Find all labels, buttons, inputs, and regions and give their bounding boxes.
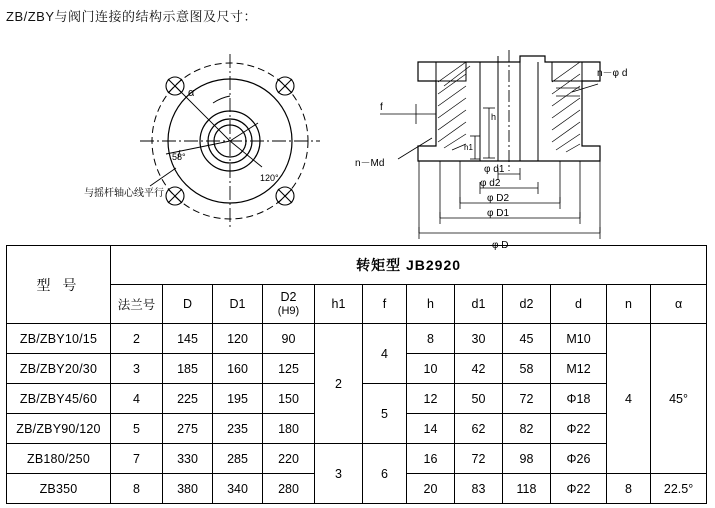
cell-h: 10 [407, 354, 455, 384]
cell-f-merged-c: 6 [363, 444, 407, 504]
label-n-Md: n－Md [355, 158, 385, 169]
cell-D: 275 [163, 414, 213, 444]
cell-n-last: 8 [607, 474, 651, 504]
label-phi-d2: φ d2 [480, 178, 501, 189]
cell-model: ZB/ZBY20/30 [7, 354, 111, 384]
cell-d2: 58 [503, 354, 551, 384]
structure-diagram [0, 26, 715, 251]
cell-h: 14 [407, 414, 455, 444]
table-header-row [7, 285, 707, 324]
cell-d1: 42 [455, 354, 503, 384]
cell-d2: 82 [503, 414, 551, 444]
label-parallel-note: 与摇杆轴心线平行 [84, 188, 164, 199]
cell-D2: 220 [263, 444, 315, 474]
cell-flange: 8 [111, 474, 163, 504]
col-head-flange: 法兰号 [111, 285, 163, 324]
table-row [7, 444, 707, 474]
cell-D1: 195 [213, 384, 263, 414]
cell-d2: 118 [503, 474, 551, 504]
cell-d1: 30 [455, 324, 503, 354]
cell-alpha-merged-a: 45° [651, 324, 707, 474]
cell-d: Φ22 [551, 414, 607, 444]
cell-d1: 83 [455, 474, 503, 504]
cell-d2: 72 [503, 384, 551, 414]
cell-h: 8 [407, 324, 455, 354]
label-h: h [491, 112, 497, 122]
cell-n-merged-a: 4 [607, 324, 651, 474]
col-head-d2: d2 [503, 285, 551, 324]
cell-D1: 235 [213, 414, 263, 444]
cell-alpha-last: 22.5° [651, 474, 707, 504]
col-head-d1: d1 [455, 285, 503, 324]
cell-d1: 50 [455, 384, 503, 414]
cell-D1: 340 [213, 474, 263, 504]
col-head-n: n [607, 285, 651, 324]
col-head-h: h [407, 285, 455, 324]
cell-d2: 98 [503, 444, 551, 474]
cell-D1: 160 [213, 354, 263, 384]
col-head-D1: D1 [213, 285, 263, 324]
model-header: 型 号 [7, 246, 111, 324]
cell-f-merged-a: 4 [363, 324, 407, 384]
cell-D2: 90 [263, 324, 315, 354]
cell-flange: 2 [111, 324, 163, 354]
label-alpha: α [188, 87, 195, 99]
cell-h: 16 [407, 444, 455, 474]
diagram-area [0, 26, 715, 251]
cell-d2: 45 [503, 324, 551, 354]
cell-d1: 72 [455, 444, 503, 474]
cell-d: Φ18 [551, 384, 607, 414]
cell-model: ZB/ZBY10/15 [7, 324, 111, 354]
cell-D2: 150 [263, 384, 315, 414]
spec-table-wrap [6, 245, 706, 504]
cell-D: 225 [163, 384, 213, 414]
cell-d1: 62 [455, 414, 503, 444]
cell-D2: 125 [263, 354, 315, 384]
cell-D1: 285 [213, 444, 263, 474]
table-title-row [7, 246, 707, 285]
cell-model: ZB/ZBY90/120 [7, 414, 111, 444]
label-phi-D1: φ D1 [487, 208, 510, 219]
cell-flange: 7 [111, 444, 163, 474]
col-head-D2 [263, 285, 315, 324]
col-head-D: D [163, 285, 213, 324]
cell-d: M10 [551, 324, 607, 354]
cell-D: 145 [163, 324, 213, 354]
cell-model: ZB/ZBY45/60 [7, 384, 111, 414]
flange-face-view [140, 54, 320, 228]
col-head-D2-sub: (H9) [277, 304, 300, 317]
cell-h1-merged-a: 2 [315, 324, 363, 444]
cell-h: 20 [407, 474, 455, 504]
label-phi-D: φ D [492, 240, 509, 251]
cell-d: M12 [551, 354, 607, 384]
cell-D: 330 [163, 444, 213, 474]
cell-model: ZB180/250 [7, 444, 111, 474]
cell-d: Φ26 [551, 444, 607, 474]
cell-model: ZB350 [7, 474, 111, 504]
cell-flange: 3 [111, 354, 163, 384]
label-angle-58: 58° [172, 152, 186, 162]
page-title: ZB/ZBY与阀门连接的结构示意图及尺寸： [6, 9, 258, 24]
cell-D2: 180 [263, 414, 315, 444]
label-f: f [380, 102, 383, 113]
label-phi-D2: φ D2 [487, 193, 510, 204]
col-head-D2-main: D2 [280, 289, 297, 304]
label-h1: h1 [464, 143, 473, 152]
cell-D1: 120 [213, 324, 263, 354]
spec-table [6, 245, 707, 504]
cell-flange: 5 [111, 414, 163, 444]
label-n-phi-d: n－φ d [597, 68, 628, 79]
cell-D: 185 [163, 354, 213, 384]
col-head-h1: h1 [315, 285, 363, 324]
table-title: 转矩型 JB2920 [111, 246, 707, 285]
cell-h: 12 [407, 384, 455, 414]
cell-h1-merged-b: 3 [315, 444, 363, 504]
cell-D2: 280 [263, 474, 315, 504]
cell-d: Φ22 [551, 474, 607, 504]
table-row [7, 324, 707, 354]
col-head-f: f [363, 285, 407, 324]
col-head-d: d [551, 285, 607, 324]
cell-flange: 4 [111, 384, 163, 414]
label-phi-d1: φ d1 [484, 164, 505, 175]
cell-D: 380 [163, 474, 213, 504]
col-head-alpha: α [651, 285, 707, 324]
cell-f-merged-b: 5 [363, 384, 407, 444]
label-angle-120: 120° [260, 173, 279, 183]
